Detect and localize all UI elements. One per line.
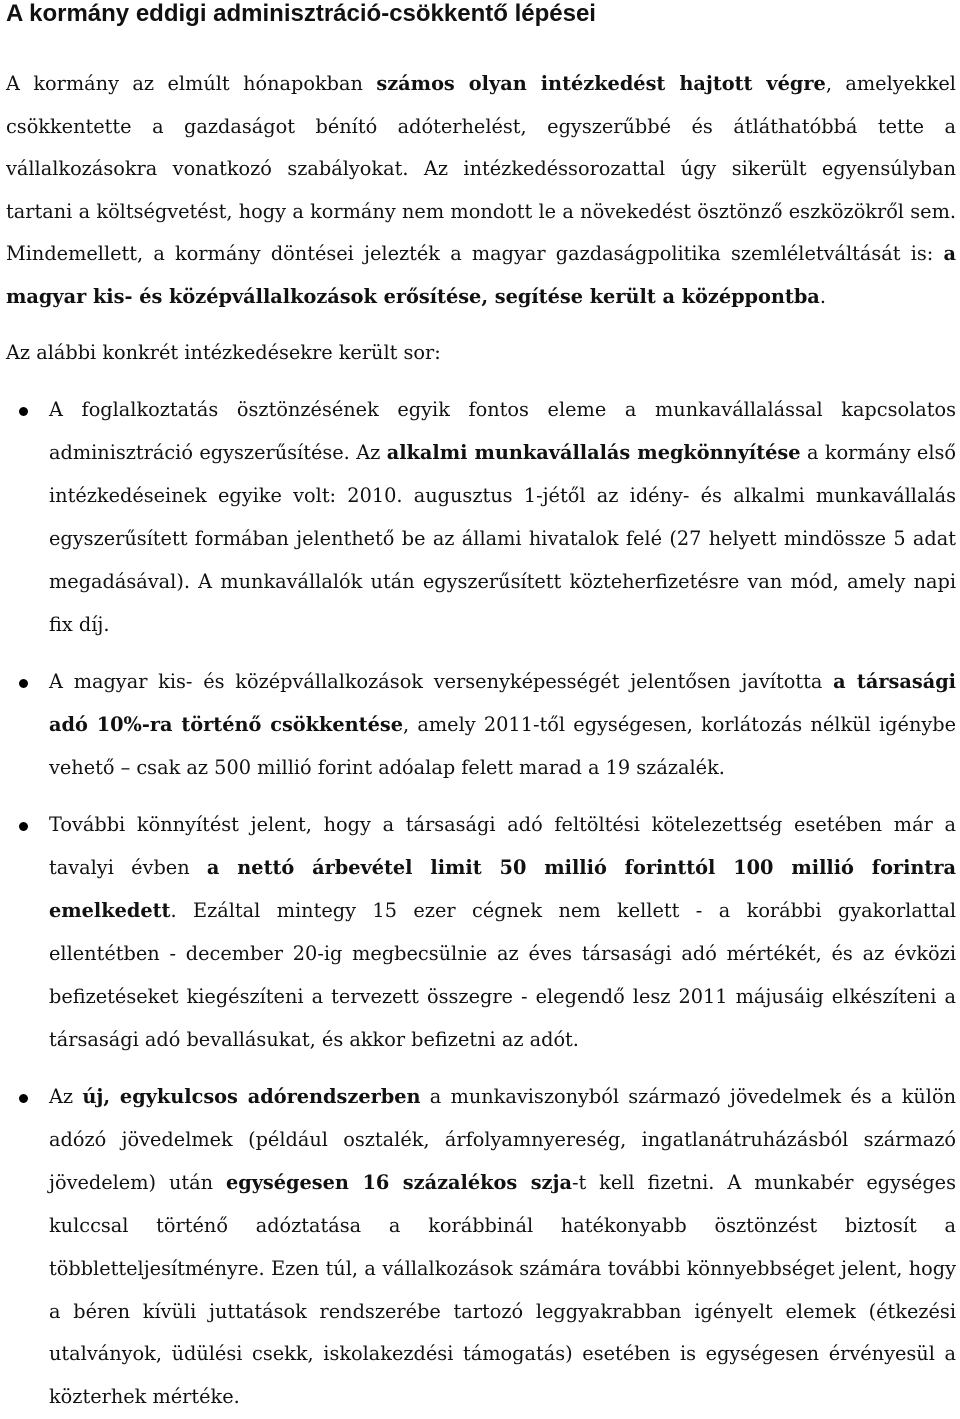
intro-text-2: , amelyekkel csökkentette a gazdaságot bénító adóterhelést, egyszerűbbé és átláthatóbbá tette a vállalkozásokra vonatkozó szabályokat. Az intézkedéssorozattal úgy sikerült egyensúlyban tartani a költségvetést, hogy a kormány nem mondott le a növekedést ösztönző eszközökről sem. Mindemellett, a kormány döntései jelezték a magyar gazdaságpolitika szemléletváltását is:: [6, 72, 956, 266]
list-item-2-text-1: A magyar kis- és középvállalkozások versenyképességét jelentősen javította: [49, 670, 834, 693]
list-item-1: [49, 389, 956, 646]
intro-text-1: A kormány az elmúlt hónapokban: [6, 72, 377, 95]
list-item-3-bold-1: a nettó árbevétel limit 50 millió forinttól 100 millió forintra emelkedett: [49, 855, 956, 922]
list-item-3-text-2: . Ezáltal mintegy 15 ezer cégnek nem kellett - a korábbi gyakorlattal ellentétben - december 20-ig megbecsülnie az éves társasági adó mértékét, és az évközi befizetéseket kiegészíteni a tervezett összegre - elegendő lesz 2011 májusáig elkészíteni a társasági adó bevallásukat, és akkor befizetni az adót.: [49, 898, 956, 1051]
list-item-2-text-2: , amely 2011-től egységesen, korlátozás nélkül igénybe vehető – csak az 500 millió forint adóalap felett marad a 19 százalék.: [49, 712, 957, 779]
list-item-1-text-2: a kormány első intézkedéseinek egyike volt: 2010. augusztus 1-jétől az idény- és alkalmi munkavállalás egyszerűsített formában jelenthető be az állami hivatalok felé (27 helyett mindössze 5 adat megadásával). A munkavállalók után egyszerűsített közteherfizetésre van mód, amely napi fix díj.: [49, 440, 956, 636]
list-item-4-text-2: a munkaviszonyból származó jövedelmek és a külön adózó jövedelmek (például osztalék, árfolyamnyereség, ingatlanátruházásból származó jövedelem) után: [49, 1085, 956, 1194]
intro-paragraph: [6, 63, 956, 319]
list-item-1-bold-1: alkalmi munkavállalás megkönnyítése: [386, 440, 801, 464]
list-item-1-text-1: A foglalkoztatás ösztönzésének egyik fontos eleme a munkavállalással kapcsolatos adminisztráció egyszerűsítése. Az: [49, 398, 956, 464]
list-item-4-bold-1: új, egykulcsos adórendszerben: [82, 1085, 421, 1108]
list-item-3-text-1: További könnyítést jelent, hogy a társasági adó feltöltési kötelezettség esetében már a tavalyi évben: [49, 813, 956, 879]
bullet-icon: [19, 679, 28, 688]
list-item-2-bold-1: a társasági adó 10%-ra történő csökkentése: [49, 670, 956, 736]
document-title: A kormány eddigi adminisztráció-csökkentő lépései: [6, 0, 596, 27]
bullet-icon: [19, 822, 28, 831]
intro-bold-2: a magyar kis- és középvállalkozások erősítése, segítése került a középpontba: [6, 242, 956, 308]
list-item-4-bold-2: egységesen 16 százalékos szja: [225, 1170, 572, 1194]
list-item-2: [49, 661, 956, 790]
list-item-3: [49, 804, 956, 1061]
list-item-4-text-1: Az: [49, 1085, 83, 1108]
bullet-icon: [19, 1094, 28, 1103]
intro-text-3: .: [819, 284, 826, 308]
list-item-4: [49, 1076, 956, 1419]
list-item-4-text-3: -t kell fizetni. A munkabér egységes kulccsal történő adóztatása a korábbinál hatékonyabb ösztönzést biztosít a többletteljesítményre. Ezen túl, a vállalkozások számára további könnyebbséget jelent, hogy a béren kívüli juttatások rendszerébe tartozó leggyakrabban igényelt elemek (étkezési utalványok, üdülési csekk, iskolakezdési támogatás) esetében is egységesen érvényesül a közterhek mértéke.: [49, 1170, 956, 1409]
bullet-icon: [19, 407, 28, 416]
list-heading: Az alábbi konkrét intézkedésekre került sor:: [6, 341, 441, 364]
intro-bold-1: számos olyan intézkedést hajtott végre: [376, 72, 826, 95]
